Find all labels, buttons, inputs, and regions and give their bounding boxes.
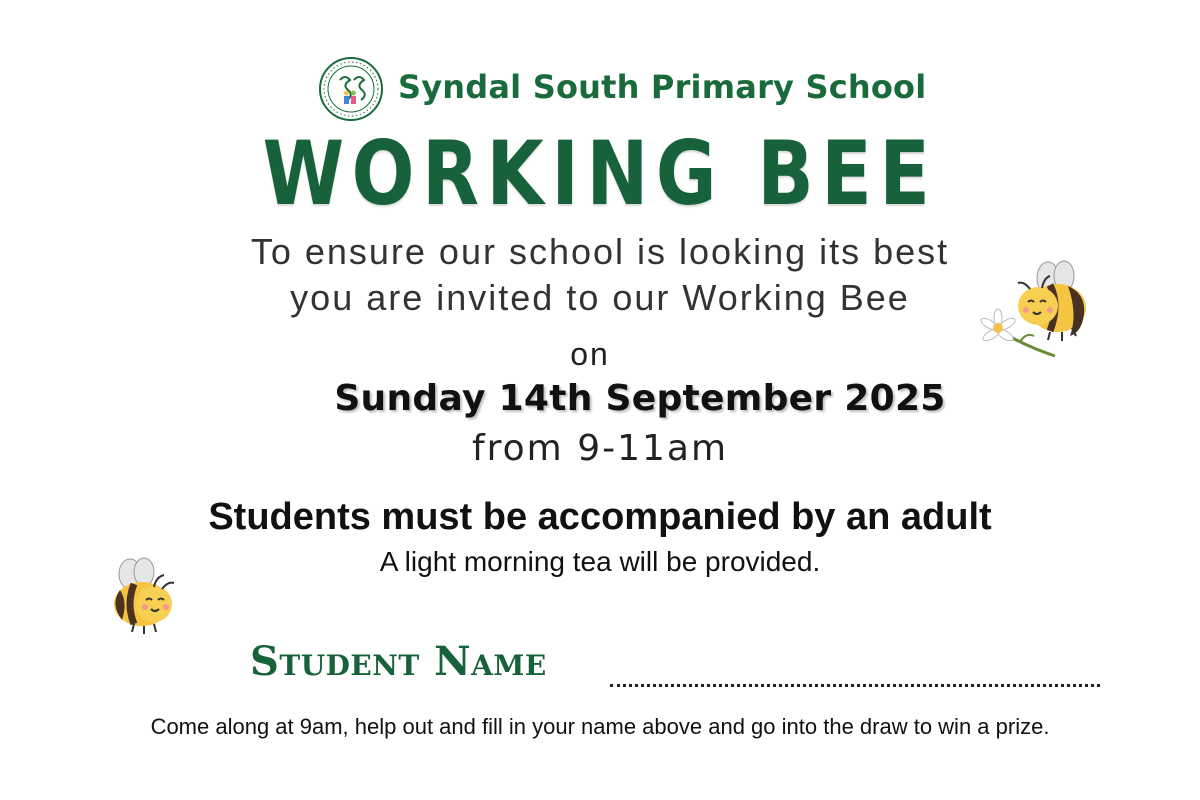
student-name-field[interactable]: [610, 684, 1100, 687]
school-crest-icon: [318, 56, 384, 122]
footer-note: Come along at 9am, help out and fill in your name above and go into the draw to win a prize.: [150, 714, 1050, 739]
bee-with-flower-icon: [980, 256, 1105, 371]
morning-tea-notice: A light morning tea will be provided.: [379, 546, 821, 577]
event-date: Sunday 14th September 2025: [334, 378, 946, 419]
student-name-label-text: Student Name: [250, 638, 547, 685]
invitation-line-1: To ensure our school is looking its best: [250, 231, 950, 272]
event-time: from 9-11am: [471, 428, 729, 469]
invitation-on: on: [570, 336, 610, 372]
school-name: Syndal South Primary School: [398, 68, 927, 106]
page-title: WORKING BEE: [262, 122, 938, 225]
student-name-label: [250, 638, 547, 685]
invitation-line-2: you are invited to our Working Bee: [290, 277, 910, 318]
bee-icon: [108, 554, 180, 636]
adult-requirement-notice: Students must be accompanied by an adult: [208, 496, 992, 538]
